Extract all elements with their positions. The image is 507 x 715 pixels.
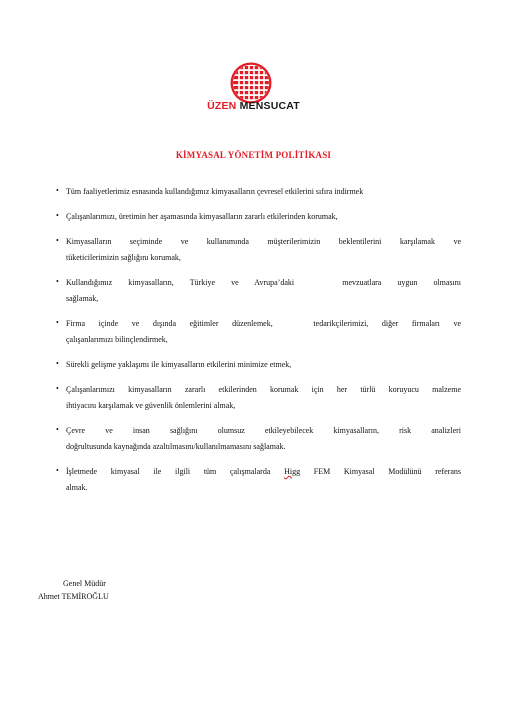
signer-role: Genel Müdür <box>63 579 106 588</box>
list-item-text: Sürekli gelişme yaklaşımı ile kimyasalların etkilerini minimize etmek, <box>66 360 292 369</box>
bullet-icon: • <box>56 466 59 475</box>
signer-name: Ahmet TEMİROĞLU <box>38 592 109 601</box>
bullet-icon: • <box>56 277 59 286</box>
list-item-text: Kimyasalların seçiminde ve kullanımında müşterilerimizin beklentilerini karşılamak ve <box>66 237 461 246</box>
bullet-icon: • <box>56 211 59 220</box>
list-item-text <box>66 464 461 480</box>
bullet-icon: • <box>56 236 59 245</box>
list-item-text: ihtiyacını karşılamak ve güvenlik önlemlerini almak, <box>66 401 236 410</box>
list-item-text: Çevre ve insan sağlığını olumsuz etkileyebilecek kimyasalların, risk analizleri <box>66 426 461 435</box>
list-item <box>56 184 461 200</box>
list-item-text: çalışanlarımızı bilinçlendirmek, <box>66 335 168 344</box>
brand-first-word: ÜZEN <box>207 100 237 112</box>
list-item <box>56 464 461 496</box>
list-item-text: Firma içinde ve dışında eğitimler düzenlemek, tedarikçilerimizi, diğer firmaları ve <box>66 319 461 328</box>
list-item-text: doğrultusunda kaynağında azaltılmasını/kullanılmamasını sağlamak. <box>66 442 286 451</box>
brand-second-word: MENSUCAT <box>239 100 300 112</box>
list-item <box>56 423 461 455</box>
list-item <box>56 234 461 266</box>
list-item-text: tüketicilerimizin sağlığını korumak, <box>66 253 181 262</box>
list-item <box>56 382 461 414</box>
list-item-text: Kullandığımız kimyasalların, Türkiye ve Avrupa’daki mevzuatlara uygun olmasını <box>66 278 461 287</box>
signature-block <box>38 577 109 603</box>
list-item <box>56 275 461 307</box>
bullet-icon: • <box>56 425 59 434</box>
document-title: KİMYASAL YÖNETİM POLİTİKASI <box>175 150 332 160</box>
list-item-text: Tüm faaliyetlerimiz esnasında kullandığımız kimyasalların çevresel etkilerini sıfıra indirmek <box>66 187 364 196</box>
uzen-mensucat-logo-icon <box>230 62 272 104</box>
policy-bullet-list <box>56 184 461 505</box>
list-item-text-part: İşletmede kimyasal ile ilgili tüm çalışmalarda <box>66 467 285 476</box>
bullet-icon: • <box>56 384 59 393</box>
bullet-icon: • <box>56 186 59 195</box>
list-item-text: Çalışanlarımızı kimyasalların zararlı etkilerinden korumak için her türlü koruyucu malzeme <box>66 385 461 394</box>
list-item <box>56 357 461 373</box>
list-item-text: sağlamak, <box>66 294 99 303</box>
list-item <box>56 316 461 348</box>
list-item-text-part: FEM Kimyasal Modülünü referans <box>300 467 461 476</box>
list-item-text: almak. <box>66 483 88 492</box>
list-item-text: Çalışanlarımızı, üretimin her aşamasında kimyasalların zararlı etkilerinden korumak, <box>66 212 338 221</box>
bullet-icon: • <box>56 359 59 368</box>
brand-name <box>0 100 507 112</box>
list-item <box>56 209 461 225</box>
higg-term: Higg <box>284 467 301 476</box>
bullet-icon: • <box>56 318 59 327</box>
